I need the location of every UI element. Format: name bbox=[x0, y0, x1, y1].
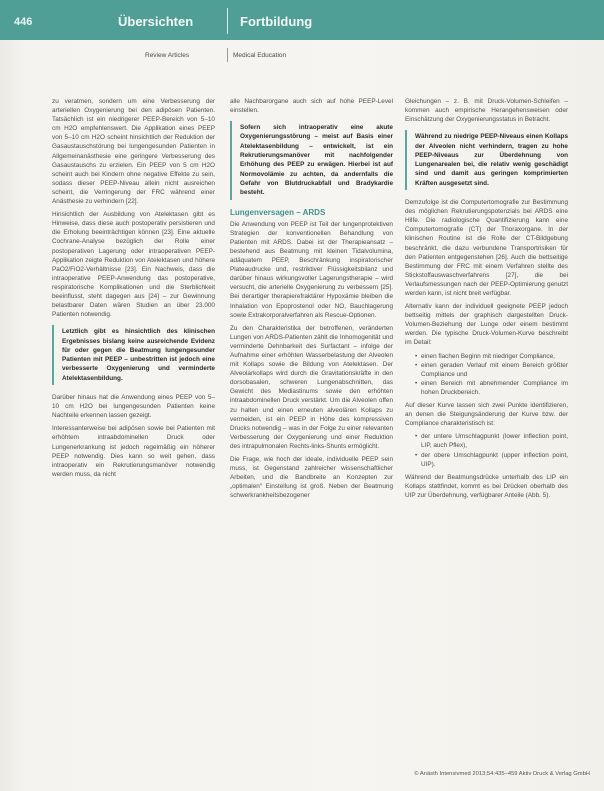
header-bar bbox=[0, 0, 604, 40]
list-item: • der untere Umschlagpunkt (lower inflection point, LIP, auch Pflex), bbox=[415, 432, 568, 450]
text-column-2 bbox=[230, 97, 393, 504]
paragraph: Demzufolge ist die Computertomografie zur Bestimmung des möglichen Rekrutierungspotenzials bei ARDS eine Hilfe. Die radiologische Quantifizierung kann eine Computertomografie (CT) der Thoraxorgane. In der klinischen Routine ist die Rolle der CT-Bildgebung beschränkt, die dazu verbundene Transportrisiken für den Patienten entgegenstehen [26]. Auch die bettseitige Bestimmung der FRC mit einem Verfahren stellte des Stickstoffauswaschverfahrens [27], die bei Verlaufsmessungen nach der PEEP-Optimierung genutzt werden kann, ist nicht breit verfügbar. bbox=[405, 199, 568, 297]
bullet-list bbox=[405, 432, 568, 468]
text-column-1 bbox=[52, 97, 215, 483]
bullet-list bbox=[405, 352, 568, 397]
paragraph: Auf dieser Kurve lassen sich zwei Punkte identifizieren, an denen die Steigungsänderung der Kurve bzw. der Compliance charakteristisch ist: bbox=[405, 402, 568, 428]
header-divider bbox=[227, 8, 228, 34]
section-title-left: Übersichten bbox=[118, 14, 194, 29]
list-item: • der obere Umschlagpunkt (upper inflection point, UIP). bbox=[415, 451, 568, 469]
page-footer: © Anästh Intensivmed 2013;54:435–459 Aktiv Druck & Verlag GmbH bbox=[414, 771, 590, 777]
text-column-3 bbox=[405, 97, 568, 504]
list-item: • einen flachen Beginn mit niedriger Compliance, bbox=[415, 352, 568, 361]
paragraph: Zu den Charakteristika der betroffenen, veränderten Lungen von ARDS-Patienten zählt die Inhomogenität und verminderte Dehnbarkeit des Surfactant – infolge der Aufnahme einer erhöhten Wasserbelastung der Alveolen mit Kollaps sowie die Bildung von Atelektasen. Der Alveolarkollaps wird durch die Gravitationskräfte in den dorsobasalen, schweren Lungenabschnitten, das Gewicht des Mediastinums sowie den erhöhten intraabdominellen Druck verstärkt. Um die Alveolen offen zu halten und einen erneuten alveolären Kollaps zu vermeiden, ist ein PEEP in Höhe des kompressiven Drucks notwendig – was in der Folge zu einer relevanten Verbesserung der Oxygenierung und einer Reduktion des intrapulmonalen Rechts-links-Shunts ermöglicht. bbox=[230, 324, 393, 450]
list-item: • einen Bereich mit abnehmender Compliance im hohen Druckbereich. bbox=[415, 379, 568, 397]
paragraph: Die Anwendung von PEEP ist Teil der lungenprotektiven Strategien der konventionellen Behandlung von Patienten mit ARDS. Dabei ist der Therapieansatz – bestehend aus Beatmung mit kleinen Tidalvolumina, adäquatem PEEP, Beschränkung inspiratorischer Plateaudrucke und, restriktiver Flüssigkeitsbilanz und darüber hinaus wirkungsvoller Lagerungstherapie – wird versucht, die arterielle Oxygenierung zu verbessern [25]. Bei derartiger therapierefraktärer Hypoxämie bleiben die Inhalation von Epoprostenol oder NO, Bauchlagerung sowie Extrakorporalverfahren als Rescue-Optionen. bbox=[230, 220, 393, 319]
subheader-right: Medical Education bbox=[233, 52, 287, 59]
subheader-left: Review Articles bbox=[145, 52, 190, 59]
paragraph: Gleichungen – z. B. mit Druck-Volumen-Schleifen – kommen auch empirische Herangehensweisen oder Einschätzung der Oxygenierungsstatus in Betracht. bbox=[405, 98, 568, 124]
paragraph: Alternativ kann der individuell geeignete PEEP jedoch bettseitig mittels der graphisch dargestellten Druck-Volumen-Beziehung der Lunge oder einem bestimmt werden. Die typische Druck-Volumen-Kurve beschreibt im Detail: bbox=[405, 303, 568, 347]
paragraph: zu veratmen, sondern um eine Verbesserung der arteriellen Oxygenierung bei den adipösen Patienten. Tatsächlich ist ein niedrigerer PEEP-Bereich von 5–10 cm H2O empfehlenswert. Die Applikation eines PEEP von 5–10 cm H2O scheint hinsichtlich der Reduktion der Gasaustauschstörung bei lungengesunden Patienten in Allgemeinanästhesie eine geringere Verbesserung des Gasaustauschs zu erzielen. Ein PEEP von 5 cm H2O scheint auch bei Kindern ohne negative Effekte zu sein, sodass dieser PEEP-Niveau allein nicht ausreichen scheint, die Verringerung der FRC während einer Anästhesie zu verhindern [22]. bbox=[52, 98, 215, 206]
paragraph: Interessanterweise bei adipösen sowie bei Patienten mit erhöhtem intraabdominellen Druck oder Lungenerkrankung ist jedoch regelmäßig ein höherer PEEP notwendig. Dies kann so weit gehen, dass intraoperativ ein Rekrutierungsmanöver notwendig werden muss, da nicht bbox=[52, 425, 215, 478]
highlight-box: Letztlich gibt es hinsichtlich des klinischen Ergebnisses bislang keine ausreichende Evidenz für oder gegen die Beatmung lungengesunder Patienten mit PEEP – unbestritten ist jedoch eine verbesserte Oxygenierung und verminderte Atelektasenbildung. bbox=[52, 325, 215, 385]
highlight-box: Während zu niedrige PEEP-Niveaus einen Kollaps der Alveolen nicht verhindern, tragen zu hohe PEEP-Niveaus zur Überdehnung von Lungenarealen bei, die relativ wenig geschädigt sind und damit aus geringen komprimierten Kräften ausgesetzt sind. bbox=[405, 130, 568, 190]
page-number: 446 bbox=[14, 16, 33, 28]
section-heading: Lungenversagen – ARDS bbox=[230, 207, 326, 217]
paragraph: Hinsichtlich der Ausbildung von Atelektasen gibt es Hinweise, dass diese auch postoperativ persistieren und die Erholung beeinträchtigen können [23]. Eine aktuelle Cochrane-Analyse bezüglich der Rolle einer postoperativen Lagerung oder intraoperativen PEEP-Applikation zeigte Reduktion von Atelektasen und höhere PaO2/FiO2-Verhältnisse [23]. Ein Nachweis, dass die intraoperative PEEP-Anwendung das postoperative, respiratorische Komplikationen und die Sterblichkeit beeinflusst, steht dagegen aus [24] – zur Gewinnung belastbarer Daten wären Studien an über 23.000 Patienten notwendig. bbox=[52, 211, 215, 319]
section-title-right: Fortbildung bbox=[240, 14, 313, 29]
paragraph: alle Nachbarorgane auch sich auf hohe PEEP-Level einstellen. bbox=[230, 98, 393, 115]
list-item: • einen geraden Verlauf mit einem Bereich größter Compliance und bbox=[415, 361, 568, 379]
paragraph: Während der Beatmungsdrücke unterhalb des LIP ein Kollaps stattfindet, kommt es bei Drücken oberhalb des UIP zur Überdehnung, verfügbarer Anteile (Abb. 5). bbox=[405, 473, 568, 499]
subheader-divider bbox=[227, 48, 228, 62]
highlight-box: Sofern sich intraoperativ eine akute Oxygenierungsstörung – meist auf Basis einer Atelektasenbildung – entwickelt, ist ein Rekrutierungsmanöver mit nachfolgender Erhöhung des PEEP zu erwägen. Hierbei ist auf Normovolämie zu achten, da andernfalls die Gefahr von Blutdruckabfall und Bradykardie besteht. bbox=[230, 121, 393, 199]
paragraph: Darüber hinaus hat die Anwendung eines PEEP von 5–10 cm H2O bei lungengesunden Patienten keine Nachteile erkennen lassen gezeigt. bbox=[52, 394, 215, 420]
paragraph: Die Frage, wie hoch der ideale, individuelle PEEP sein muss, ist Gegenstand zahlreicher wissenschaftlicher Arbeiten, und die Bandbreite an Konzepten zur „optimalen“ Einstellung ist groß. Neben der Beatmung schwerkrankheitsbezogener bbox=[230, 456, 393, 500]
